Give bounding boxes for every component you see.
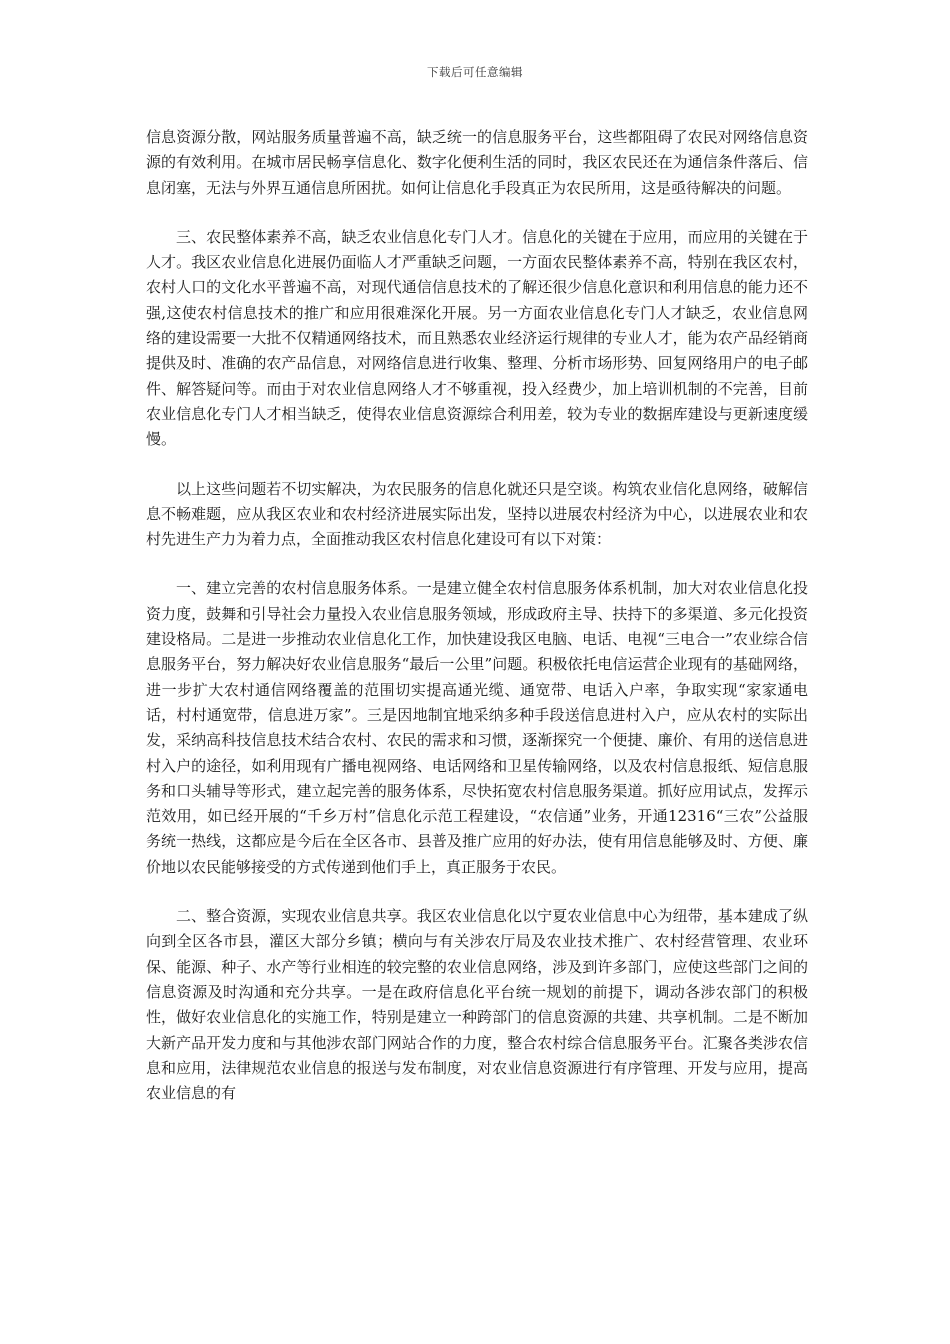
paragraph-1: 信息资源分散，网站服务质量普遍不高，缺乏统一的信息服务平台，这些都阻碍了农民对网络信息资源的有效利用。在城市居民畅享信息化、数字化便利生活的同时，我区农民还在为通信条件落后、信息闭塞，无法与外界互通信息所困扰。如何让信息化手段真正为农民所用，这是亟待解决的问题。 bbox=[146, 128, 808, 197]
paragraph-5: 二、整合资源，实现农业信息共享。我区农业信息化以宁夏农业信息中心为纽带，基本建成了纵向到全区各市县，灌区大部分乡镇；横向与有关涉农厅局及农业技术推广、农村经营管理、农业环保、能源、种子、水产等行业相连的较完整的农业信息网络，涉及到许多部门，应使这些部门之间的信息资源及时沟通和充分共享。一是在政府信息化平台统一规划的前提下，调动各涉农部门的积极性，做好农业信息化的实施工作，特别是建立一种跨部门的信息资源的共建、共享机制。二是不断加大新产品开发力度和与其他涉农部门网站合作的力度，整合农村综合信息服务平台。汇聚各类涉农信息和应用，法律规范农业信息的报送与发布制度，对农业信息资源进行有序管理、开发与应用，提高农业信息的有 bbox=[146, 907, 808, 1103]
paragraph-4: 一、建立完善的农村信息服务体系。一是建立健全农村信息服务体系机制，加大对农业信息化投资力度，鼓舞和引导社会力量投入农业信息服务领域，形成政府主导、扶持下的多渠道、多元化投资建设格局。二是进一步推动农业信息化工作，加快建设我区电脑、电话、电视“三电合一”农业综合信息服务平台，努力解决好农业信息服务“最后一公里”问题。积极依托电信运营企业现有的基础网络，进一步扩大农村通信网络覆盖的范围切实提高通光缆、通宽带、电话入户率，争取实现“家家通电话，村村通宽带，信息进万家”。三是因地制宜地采纳多种手段送信息进村入户，应从农村的实际出发，采纳高科技信息技术结合农村、农民的需求和习惯，逐渐探究一个便捷、廉价、有用的送信息进村入户的途径，如利用现有广播电视网络、电话网络和卫星传输网络，以及农村信息报纸、短信息服务和口头辅导等形式，建立起完善的服务体系，尽快拓宽农村信息服务渠道。抓好应用试点，发挥示范效用，如已经开展的“千乡万村”信息化示范工程建设，“农信通”业务，开通12316“三农”公益服务统一热线，这都应是今后在全区各市、县普及推广应用的好办法，使有用信息能够及时、方便、廉价地以农民能够接受的方式传递到他们手上，真正服务于农民。 bbox=[146, 579, 808, 876]
document-body bbox=[146, 125, 808, 1130]
paragraph-3: 以上这些问题若不切实解决，为农民服务的信息化就还只是空谈。构筑农业信化息网络，破解信息不畅难题，应从我区农业和农村经济进展实际出发，坚持以进展农村经济为中心，以进展农业和农村先进生产力为着力点，全面推动我区农村信息化建设可有以下对策： bbox=[146, 479, 808, 549]
paragraph-2: 三、农民整体素养不高，缺乏农业信息化专门人才。信息化的关键在于应用，而应用的关键在于人才。我区农业信息化进展仍面临人才严重缺乏问题，一方面农民整体素养不高，特别在我区农村，农村人口的文化水平普遍不高，对现代通信信息技术的了解还很少信息化意识和利用信息的能力还不强,这使农村信息技术的推广和应用很难深化开展。另一方面农业信息化专门人才缺乏，农业信息网络的建设需要一大批不仅精通网络技术，而且熟悉农业经济运行规律的专业人才，能为农产品经销商提供及时、准确的农产品信息，对网络信息进行收集、整理、分析市场形势、回复网络用户的电子邮件、解答疑问等。而由于对农业信息网络人才不够重视，投入经费少，加上培训机制的不完善，目前农业信息化专门人才相当缺乏，使得农业信息资源综合利用差，较为专业的数据库建设与更新速度缓慢。 bbox=[146, 227, 808, 449]
page-header-note: 下载后可任意编辑 bbox=[427, 65, 523, 79]
